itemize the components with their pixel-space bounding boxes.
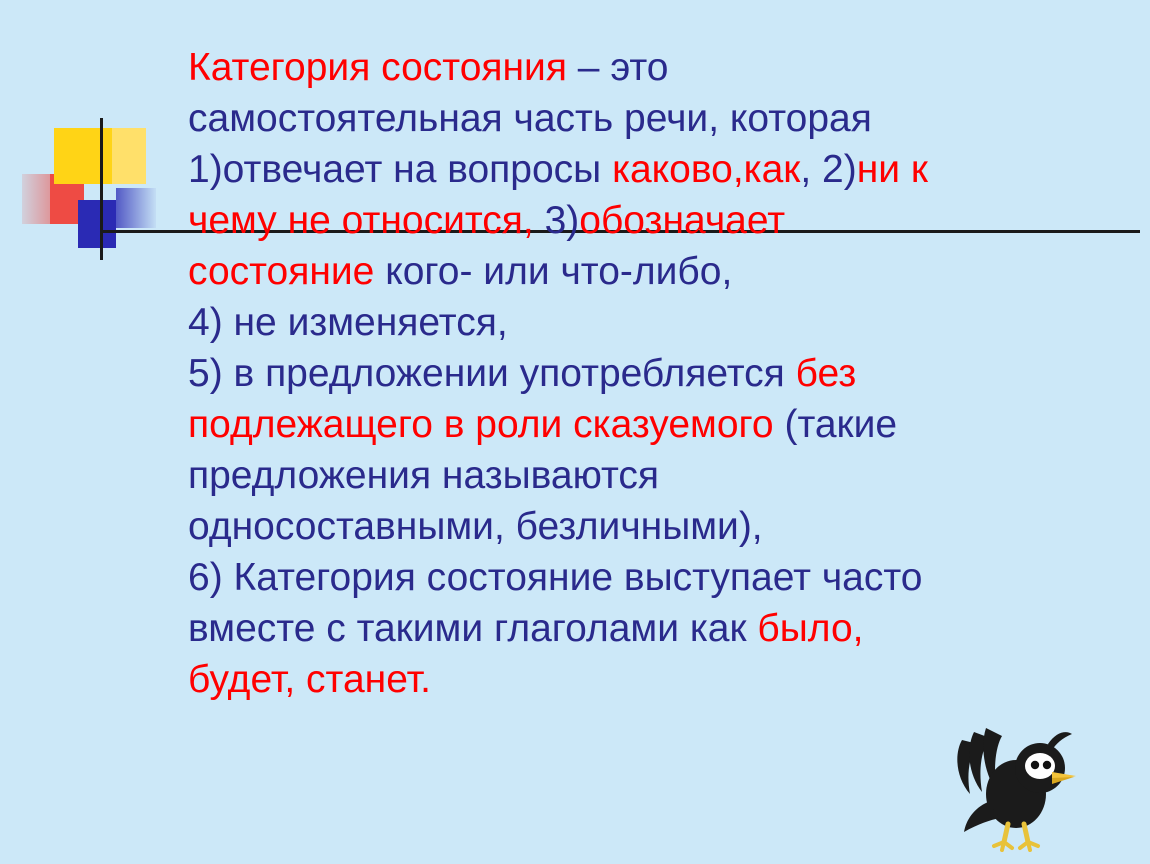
body-line-13	[188, 654, 1088, 705]
line13-red: будет, станет.	[188, 658, 431, 701]
line3-red-b: ни к	[856, 148, 928, 191]
body-line-10	[188, 501, 1088, 552]
line12-red: было,	[757, 607, 864, 650]
blue-square	[78, 200, 116, 248]
body-line-8	[188, 399, 1088, 450]
decorative-squares	[22, 118, 202, 278]
yellow-square-light	[112, 128, 146, 184]
line7-red: без	[795, 352, 857, 395]
line7-blue: 5) в предложении употребляется	[188, 352, 796, 395]
line3-blue-a: 1)отвечает на вопросы	[188, 148, 613, 191]
line10-blue: односоставными, безличными),	[188, 505, 763, 548]
body-line-2	[188, 93, 1088, 144]
line5-red: состояние	[188, 250, 386, 293]
body-line-11	[188, 552, 1088, 603]
body-line-5	[188, 246, 1088, 297]
line8-blue: (такие	[784, 403, 898, 446]
line6-blue: 4) не изменяется,	[188, 301, 508, 344]
body-line-4	[188, 195, 1088, 246]
line1-red: Категория состояния	[188, 46, 567, 89]
line5-blue: кого- или что-либо,	[385, 250, 733, 293]
line2-blue: самостоятельная часть речи, которая	[188, 97, 872, 140]
body-line-9	[188, 450, 1088, 501]
line8-red: подлежащего в роли сказуемого	[188, 403, 785, 446]
line11-blue: 6) Категория состояние выступает часто	[188, 556, 923, 599]
body-line-12	[188, 603, 1088, 654]
line4-red-b: обозначает	[579, 199, 786, 242]
line9-blue: предложения называются	[188, 454, 660, 497]
line12-blue: вместе с такими глаголами как	[188, 607, 758, 650]
line4-blue-a: 3)	[544, 199, 580, 242]
line4-red-a: чему не относится,	[188, 199, 545, 242]
body-line-7	[188, 348, 1088, 399]
body-line-3	[188, 144, 1088, 195]
line3-red-a: каково,как	[612, 148, 801, 191]
line3-blue-b: , 2)	[800, 148, 857, 191]
vertical-rule	[100, 118, 103, 260]
yellow-square	[54, 128, 112, 184]
crow-character-icon	[944, 724, 1094, 854]
body-line-6	[188, 297, 1088, 348]
line1-blue: – это	[566, 46, 669, 89]
slide-body-text	[188, 42, 1088, 705]
body-line-1	[188, 42, 1088, 93]
blue-square-fade	[116, 188, 156, 228]
